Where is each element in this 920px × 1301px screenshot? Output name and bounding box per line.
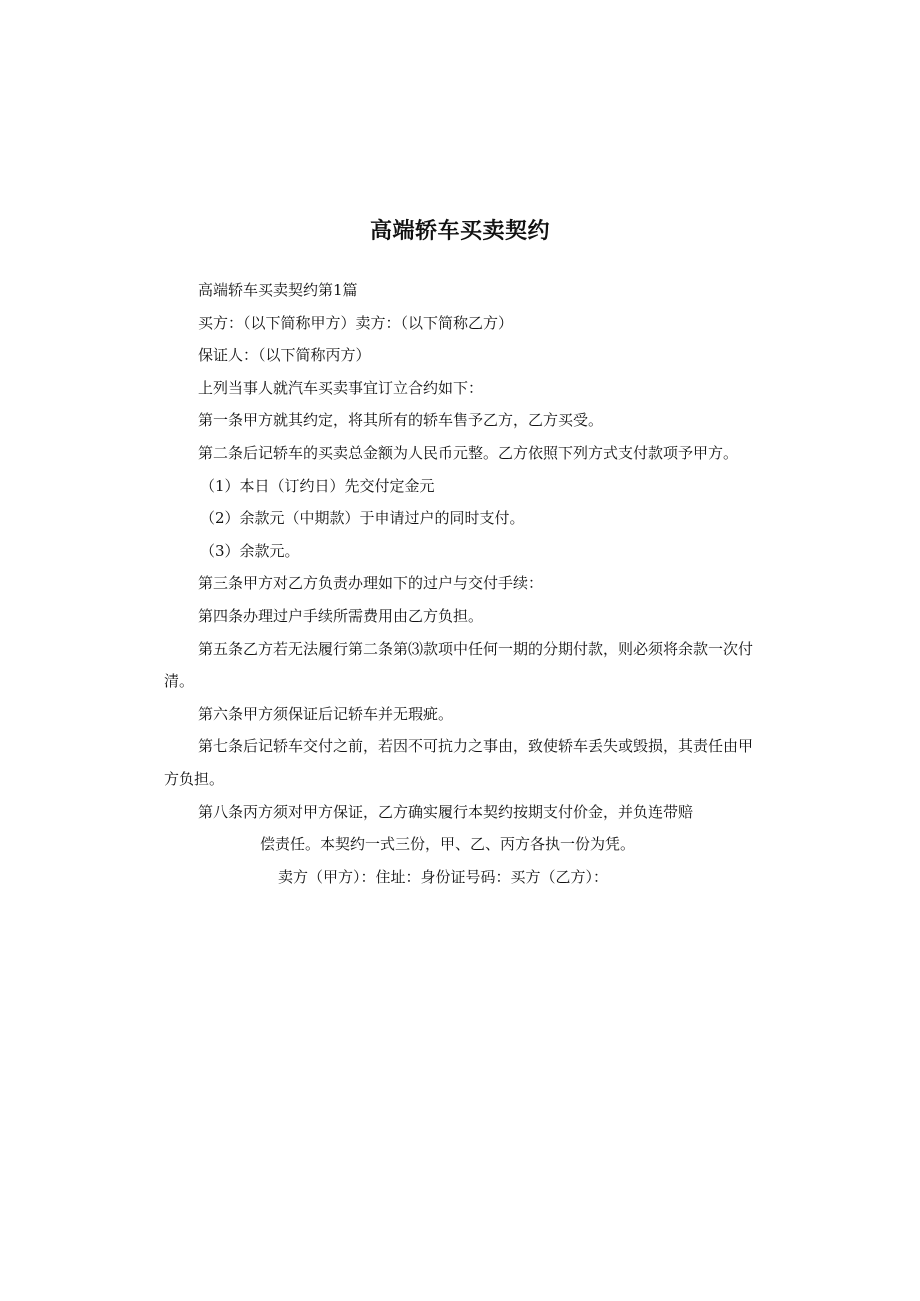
paragraph-article-6: 第六条甲方须保证后记轿车并无瑕疵。 — [198, 704, 454, 723]
paragraph-article-2: 第二条后记轿车的买卖总金额为人民币元整。乙方依照下列方式支付款项予甲方。 — [198, 443, 739, 462]
paragraph-subtitle: 高端轿车买卖契约第1篇 — [198, 281, 358, 299]
paragraph-article-5: 第五条乙方若无法履行第二条第⑶款项中任何一期的分期付款，则必须将余款一次付清。 — [164, 639, 754, 691]
paragraph-payment-3: （3）余款元。 — [200, 541, 300, 560]
paragraph-article-7: 第七条后记轿车交付之前，若因不可抗力之事由，致使轿车丢失或毁损，其责任由甲方负担。 — [164, 737, 754, 788]
paragraph-payment-1: （1）本日（订约日）先交付定金元 — [200, 476, 435, 495]
paragraph-article-4: 第四条办理过户手续所需费用由乙方负担。 — [198, 606, 484, 625]
paragraph-signatures: 卖方（甲方）：住址：身份证号码：买方（乙方）： — [278, 867, 609, 886]
paragraph-article-8: 第八条丙方须对甲方保证，乙方确实履行本契约按期支付价金，并负连带赔 — [198, 802, 694, 821]
document-title: 高端轿车买卖契约 — [369, 219, 550, 244]
paragraph-article-3: 第三条甲方对乙方负责办理如下的过户与交付手续： — [198, 574, 544, 593]
document-body — [164, 274, 764, 893]
paragraph-payment-2: （2）余款元（中期款）于申请过户的同时支付。 — [200, 509, 525, 528]
paragraph-article-8-continued: 偿责任。本契约一式三份，甲、乙、丙方各执一份为凭。 — [260, 835, 636, 854]
paragraph-article-1: 第一条甲方就其约定，将其所有的轿车售予乙方，乙方买受。 — [198, 411, 604, 430]
paragraph-guarantor: 保证人：（以下简称丙方） — [198, 346, 371, 365]
paragraph-preamble: 上列当事人就汽车买卖事宜订立合约如下： — [198, 378, 484, 397]
paragraph-parties: 买方：（以下简称甲方）卖方：（以下简称乙方） — [198, 313, 514, 332]
